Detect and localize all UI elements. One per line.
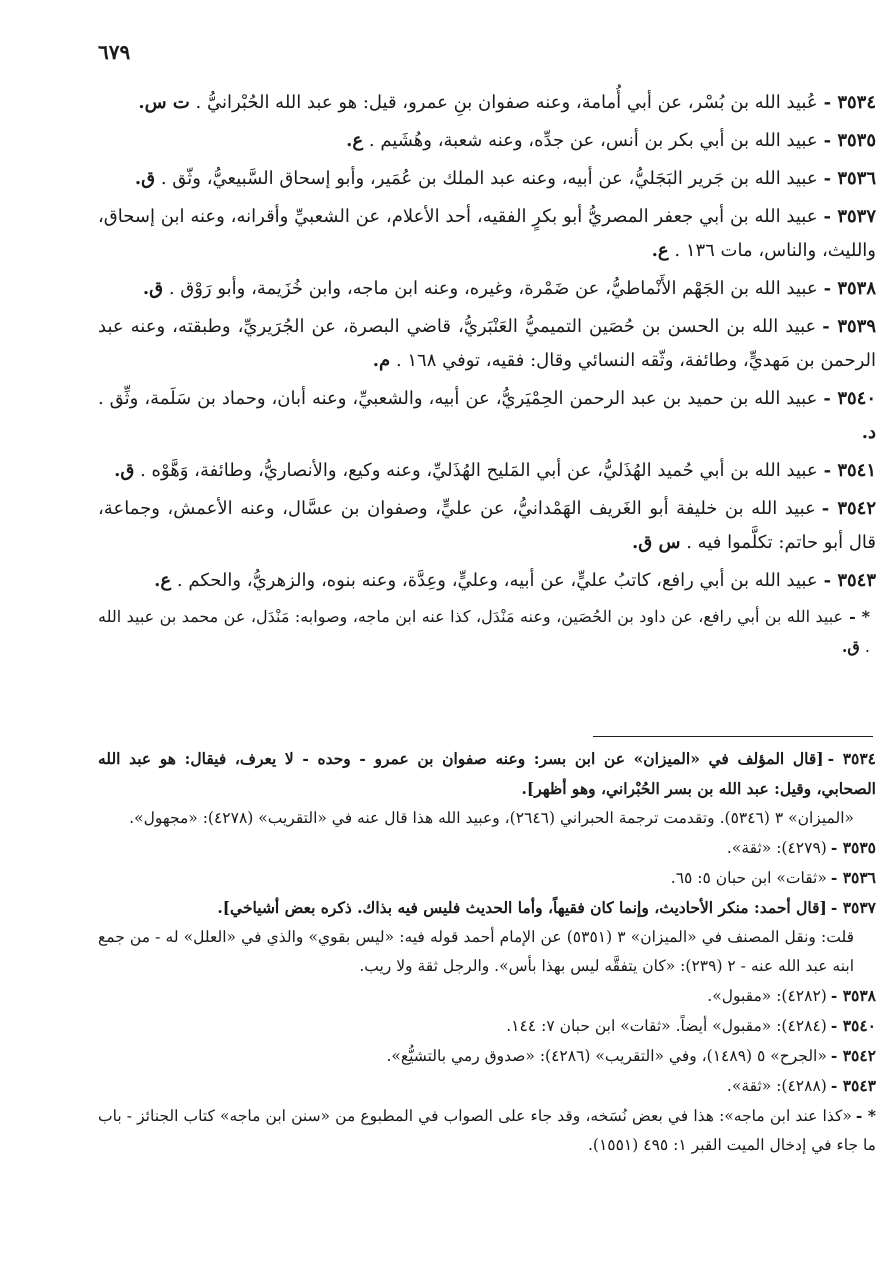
entry-3540 (98, 382, 876, 450)
star-note-text: عبيد الله بن أبي رافع، عن داود بن الحُصَين، وعنه مَنْدَل، كذا عنه ابن ماجه، وصوابه: مَنْدَل، عن محمد بن عبيد الله . (98, 607, 870, 656)
entry-number: ٣٥٣٩ - (822, 316, 876, 337)
footnote-text: «ثقات» ابن حبان ٥: ٦٥. (670, 869, 827, 887)
entry-text: عبيد الله بن أبي جعفر المصريُّ أبو بكرٍ الفقيه، أحد الأعلام، عن الشعبيِّ وأقرانه، وعنه ابن إسحاق، والليث، والناس، مات ١٣٦ . (98, 206, 876, 261)
entry-tags: م. (372, 350, 391, 371)
footnote-number: ٣٥٣٥ - (830, 838, 876, 857)
entry-text: عبيد الله بن الجَهْم الأَنْماطيُّ، عن ضَمْرة، وغيره، وعنه ابن ماجه، وابن خُزَيمة، وأبو رَوْق . (168, 278, 818, 299)
entry-number: ٣٥٣٧ - (823, 206, 876, 227)
footnote-text: (٤٢٧٩): «ثقة». (726, 839, 827, 857)
footnote-number: ٣٥٣٤ - (827, 749, 876, 768)
star-marker: * - (849, 607, 871, 626)
footnote-bold-text: [قال أحمد: منكر الأحاديث، وإنما كان فقيهاً، وأما الحديث فليس فيه بذاك. ذكره بعض أشياخي]. (217, 898, 827, 917)
entry-text: عبيد الله بن أبي رافع، كاتبُ عليٍّ، عن أبيه، وعليٍّ، وعِدَّة، وعنه بنوه، والزهريُّ، والحكم . (176, 570, 818, 591)
footnote-text: قلت: ونقل المصنف في «الميزان» ٣ (٥٣٥١) عن الإمام أحمد قوله فيه: «ليس بقوي» والذي في «العلل» له - من جمع ابنه عبد الله عنه - ٢ (٢٣٩): «كان يتفقَّه ليس بهذا بأس». والرجل ثقة ولا ريب. (98, 928, 854, 975)
footnote-number: ٣٥٣٨ - (830, 986, 876, 1005)
entries-list (98, 86, 876, 666)
footnotes-list (98, 744, 876, 1160)
entry-number: ٣٥٤١ - (823, 460, 876, 481)
entry-3543 (98, 564, 876, 598)
footnote (98, 863, 876, 893)
footnote (98, 833, 876, 863)
entry-tags: ق. (114, 460, 135, 481)
footnote-number: ٣٥٤٠ - (830, 1016, 876, 1035)
entry-3541 (98, 454, 876, 488)
footnote-bold-text: [قال المؤلف في «الميزان» عن ابن بسر: وعنه صفوان بن عمرو - وحده - لا يعرف، فيقال: هو عبد الله الصحابي، وقيل: عبد الله بن بسر الحُبْراني، وهو أظهر]. (98, 749, 876, 798)
footnote-text: «الجرح» ٥ (١٤٨٩)، وفي «التقريب» (٤٢٨٦): «صدوق رمي بالتشيُّع». (386, 1047, 827, 1065)
footnote-number: ٣٥٣٧ - (830, 898, 876, 917)
entry-number: ٣٥٣٦ - (823, 168, 876, 189)
entry-text: عبيد الله بن خليفة أبو الغَريف الهَمْدانيُّ، عن عليٍّ، وصفوان بن عسَّال، وعنه الأعمش، وجماعة، قال أبو حاتم: تكلَّموا فيه . (98, 498, 876, 553)
footnote-text: (٤٢٨٤): «مقبول» أيضاً. «ثقات» ابن حبان ٧: ١٤٤. (506, 1017, 827, 1035)
entry-tags: ق. (134, 168, 156, 189)
footnote (98, 1071, 876, 1101)
footnote (98, 1041, 876, 1071)
footnote (98, 744, 876, 804)
entry-3536 (98, 162, 876, 196)
entry-number: ٣٥٤٣ - (823, 570, 876, 591)
entry-tags: س ق. (632, 532, 681, 553)
footnote-number: ٣٥٤٢ - (830, 1046, 876, 1065)
entry-3537 (98, 200, 876, 268)
entry-3535 (98, 124, 876, 158)
entry-tags: ق. (841, 637, 860, 656)
footnote (98, 893, 876, 923)
footnote (98, 1011, 876, 1041)
entry-text: عبيد الله بن الحسن بن حُصَين التميميُّ العَنْبَريُّ، قاضي البصرة، عن الجُرَيريِّ، وطبقته، وعنه عبد الرحمن بن مَهديٍّ، وطائفة، وثّقه النسائي وقال: فقيه، توفي ١٦٨ . (98, 316, 876, 371)
entry-tags: د. (861, 422, 876, 443)
footnote-text: (٤٢٨٨): «ثقة». (726, 1077, 827, 1095)
entry-tags: ع. (154, 570, 172, 591)
entry-text: عبيد الله بن جَرير البَجَليُّ، عن أبيه، وعنه عبد الملك بن عُمَير، وأبو إسحاق السَّبيعيُّ، وثّق . (160, 168, 818, 189)
entry-3534 (98, 86, 876, 120)
entry-number: ٣٥٣٨ - (823, 278, 876, 299)
footnote-number: ٣٥٣٦ - (830, 868, 876, 887)
entry-tags: ت س. (138, 92, 190, 113)
entry-number: ٣٥٤٠ - (823, 388, 876, 409)
page-number: ٦٧٩ (98, 40, 131, 64)
footnote-number: ٣٥٤٣ - (830, 1076, 876, 1095)
footnote-text: «كذا عند ابن ماجه»: هذا في بعض نُسَخه، وقد جاء على الصواب في المطبوع من «سنن ابن ماجه» كتاب الجنائز - باب ما جاء في إدخال الميت القبر ١: ٤٩٥ (١٥٥١). (98, 1107, 876, 1154)
entry-text: عُبيد الله بن بُسْر، عن أبي أُمامة، وعنه صفوان بنِ عمرو، قيل: هو عبد الله الحُبْرانيُّ . (195, 92, 818, 113)
entry-number: ٣٥٣٥ - (823, 130, 876, 151)
entry-number: ٣٥٣٤ - (823, 92, 876, 113)
entry-text: عبيد الله بن حميد بن عبد الرحمن الحِمْيَريُّ، عن أبيه، والشعبيِّ، وعنه أبان، وحماد بن سَلَمة، وثِّق . (98, 388, 818, 409)
entry-number: ٣٥٤٢ - (821, 498, 876, 519)
entry-3542 (98, 492, 876, 560)
footnote-text: (٤٢٨٢): «مقبول». (707, 987, 827, 1005)
entry-3539 (98, 310, 876, 378)
footnote (98, 804, 876, 833)
entry-text: عبيد الله بن أبي حُميد الهُذَليُّ، عن أبي المَليح الهُذَليِّ، وعنه وكيع، والأنصاريُّ، وطائفة، وَهَّوْه . (140, 460, 818, 481)
entry-3538 (98, 272, 876, 306)
entry-tags: ع. (346, 130, 364, 151)
footnote (98, 923, 876, 981)
footnote (98, 981, 876, 1011)
footnote-number: * - (855, 1106, 877, 1125)
star-note (98, 602, 876, 662)
entry-text: عبيد الله بن أبي بكر بن أنس، عن جدِّه، وعنه شعبة، وهُشَيم . (368, 130, 818, 151)
footnote-text: «الميزان» ٣ (٥٣٤٦). وتقدمت ترجمة الحبراني (٢٦٤٦)، وعبيد الله هذا قال عنه في «التقريب» (٤٢٧٨): «مجهول». (129, 809, 854, 827)
footnote (98, 1101, 876, 1160)
entry-tags: ق. (142, 278, 164, 299)
entry-tags: ع. (651, 240, 669, 261)
footnote-divider (593, 736, 873, 737)
